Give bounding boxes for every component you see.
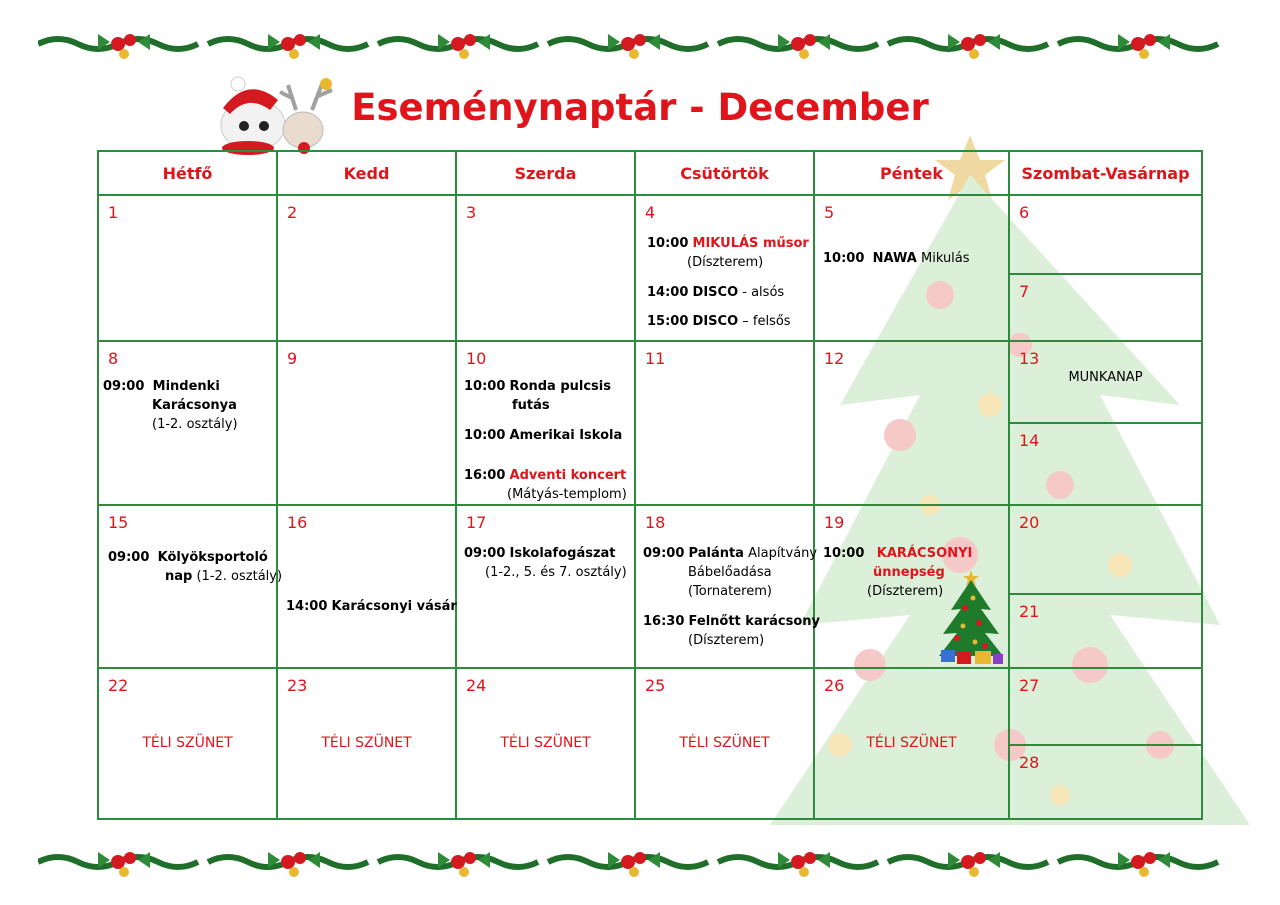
christmas-tree-icon (935, 568, 1007, 666)
event-felnott-karacsony (643, 612, 820, 631)
event-karacsonyi-unnepseg (823, 544, 972, 563)
day-cell-15 (98, 505, 283, 667)
event-time: 14:00 (286, 599, 328, 615)
event-time: 10:00 (823, 251, 865, 267)
day-cell-1 (98, 195, 277, 341)
holly-garland-top-decoration (38, 14, 1238, 74)
day-number: 9 (287, 349, 298, 369)
event-mindenki (103, 377, 220, 396)
day-cell-21 (1009, 594, 1202, 668)
day-cell-3 (456, 195, 635, 341)
day-cell-25 (635, 668, 814, 819)
header-row (98, 151, 1202, 195)
week-row-1a (98, 195, 1202, 274)
winter-break-label: TÉLI SZÜNET (500, 734, 591, 751)
event-time: 10:00 (464, 428, 506, 444)
event-title-cont: futás (512, 398, 550, 414)
day-number: 18 (645, 513, 666, 533)
event-time: 10:00 (647, 236, 689, 252)
week-row-4a (98, 668, 1202, 745)
event-title: DISCO (692, 314, 739, 330)
day-number: 11 (645, 349, 666, 369)
day-number: 5 (824, 203, 835, 223)
event-time: 16:30 (643, 614, 685, 630)
day-cell-12 (814, 341, 1009, 505)
event-detail: (1-2. osztály) (196, 569, 283, 585)
day-cell-2 (277, 195, 456, 341)
event-time: 15:00 (647, 314, 689, 330)
day-number: 15 (108, 513, 129, 533)
day-cell-20 (1009, 505, 1202, 593)
day-number: 25 (645, 675, 666, 695)
event-time: 10:00 (823, 546, 865, 562)
event-title: Felnőtt karácsony (688, 614, 821, 630)
event-kolyoksportolo (108, 548, 268, 567)
event-calendar-table (97, 150, 1203, 820)
winter-break-label: TÉLI SZÜNET (321, 734, 412, 751)
day-cell-26 (814, 668, 1009, 819)
event-time: 16:00 (464, 468, 506, 484)
event-time: 09:00 (464, 546, 506, 562)
event-title-cont: Karácsonya (152, 398, 237, 414)
day-number: 2 (287, 203, 298, 223)
day-number: 20 (1019, 513, 1040, 533)
day-cell-5 (814, 195, 1009, 341)
event-title: Iskolafogászat (509, 546, 616, 562)
event-detail: Alapítvány (748, 546, 818, 562)
event-title: MIKULÁS műsor (692, 236, 809, 252)
header-friday: Péntek (814, 151, 1009, 195)
event-disco-upper (647, 312, 791, 331)
day-cell-4 (635, 195, 814, 341)
event-title: Palánta (688, 546, 744, 562)
header-monday: Hétfő (98, 151, 277, 195)
day-cell-18 (635, 505, 821, 667)
day-cell-22 (98, 668, 277, 819)
week-row-3a (98, 505, 1202, 593)
day-cell-9 (277, 341, 456, 505)
event-time: 14:00 (647, 285, 689, 301)
event-ronda-pulcsis (464, 377, 611, 396)
day-number: 13 (1019, 349, 1040, 369)
header-wednesday: Szerda (456, 151, 635, 195)
header-thursday: Csütörtök (635, 151, 814, 195)
event-place: (Díszterem) (687, 255, 764, 271)
event-title: Kölyöksportoló (157, 550, 268, 566)
winter-break-label: TÉLI SZÜNET (679, 734, 770, 751)
holly-garland-bottom-decoration (38, 832, 1238, 892)
day-number: 3 (466, 203, 477, 223)
day-number: 4 (645, 203, 656, 223)
day-cell-14 (1009, 423, 1202, 505)
page-title: Eseménynaptár - December (351, 86, 929, 129)
workday-note: MUNKANAP (1068, 370, 1143, 386)
event-place: (Tornaterem) (688, 584, 772, 600)
event-title: Ronda pulcsis (509, 379, 611, 395)
day-number: 28 (1019, 752, 1040, 772)
event-detail: Mikulás (920, 251, 970, 267)
event-title: KARÁCSONYI (876, 546, 973, 562)
day-number: 26 (824, 675, 845, 695)
day-cell-8 (98, 341, 277, 505)
event-time: 09:00 (108, 550, 150, 566)
day-number: 1 (108, 203, 119, 223)
event-title-cont (165, 567, 282, 586)
event-title: NAWA (872, 251, 917, 267)
day-number: 10 (466, 349, 487, 369)
week-row-2a (98, 341, 1202, 423)
day-cell-7 (1009, 274, 1202, 341)
day-cell-16 (277, 505, 456, 667)
event-detail: - alsós (742, 285, 785, 301)
event-title: Mindenki (152, 379, 220, 395)
day-number: 22 (108, 675, 129, 695)
event-mikulas (647, 234, 809, 253)
event-palanta (643, 544, 817, 563)
event-place: (Díszterem) (867, 584, 944, 600)
header-weekend: Szombat-Vasárnap (1009, 151, 1202, 195)
day-number: 7 (1019, 282, 1030, 302)
day-number: 17 (466, 513, 487, 533)
event-title: Amerikai Iskola (509, 428, 623, 444)
event-title: Karácsonyi vásár (331, 599, 457, 615)
event-adventi-koncert (464, 466, 626, 485)
event-nawa (823, 249, 970, 268)
day-cell-10 (456, 341, 635, 505)
day-number: 16 (287, 513, 308, 533)
event-detail: (1-2. osztály) (152, 417, 238, 433)
event-amerikai-iskola (464, 426, 622, 445)
event-detail: (1-2., 5. és 7. osztály) (485, 565, 627, 581)
event-title: DISCO (692, 285, 739, 301)
event-title: nap (165, 569, 193, 585)
event-disco-lower (647, 283, 784, 302)
day-number: 12 (824, 349, 845, 369)
event-detail: Bábelőadása (688, 565, 772, 581)
day-cell-27 (1009, 668, 1202, 745)
event-time: 10:00 (464, 379, 506, 395)
event-title-cont: ünnepség (873, 565, 945, 581)
event-time: 09:00 (643, 546, 685, 562)
day-cell-13 (1009, 341, 1202, 423)
day-number: 14 (1019, 431, 1040, 451)
event-place: (Mátyás-templom) (507, 487, 627, 503)
event-iskolafogaszat (464, 544, 616, 563)
day-cell-19 (814, 505, 1009, 667)
day-number: 8 (108, 349, 119, 369)
day-cell-24 (456, 668, 635, 819)
winter-break-label: TÉLI SZÜNET (142, 734, 233, 751)
day-number: 27 (1019, 675, 1040, 695)
day-number: 21 (1019, 601, 1040, 621)
event-detail: – felsős (742, 314, 791, 330)
day-number: 23 (287, 675, 308, 695)
winter-break-label: TÉLI SZÜNET (866, 734, 957, 751)
event-title: Adventi koncert (509, 468, 627, 484)
day-number: 6 (1019, 203, 1030, 223)
event-karacsonyi-vasar (286, 597, 457, 616)
day-cell-23 (277, 668, 456, 819)
day-number: 24 (466, 675, 487, 695)
day-cell-11 (635, 341, 814, 505)
day-number: 19 (824, 513, 845, 533)
day-cell-6 (1009, 195, 1202, 274)
event-place: (Díszterem) (688, 633, 765, 649)
event-time: 09:00 (103, 379, 145, 395)
day-cell-17 (456, 505, 635, 667)
header-tuesday: Kedd (277, 151, 456, 195)
day-cell-28 (1009, 745, 1202, 819)
